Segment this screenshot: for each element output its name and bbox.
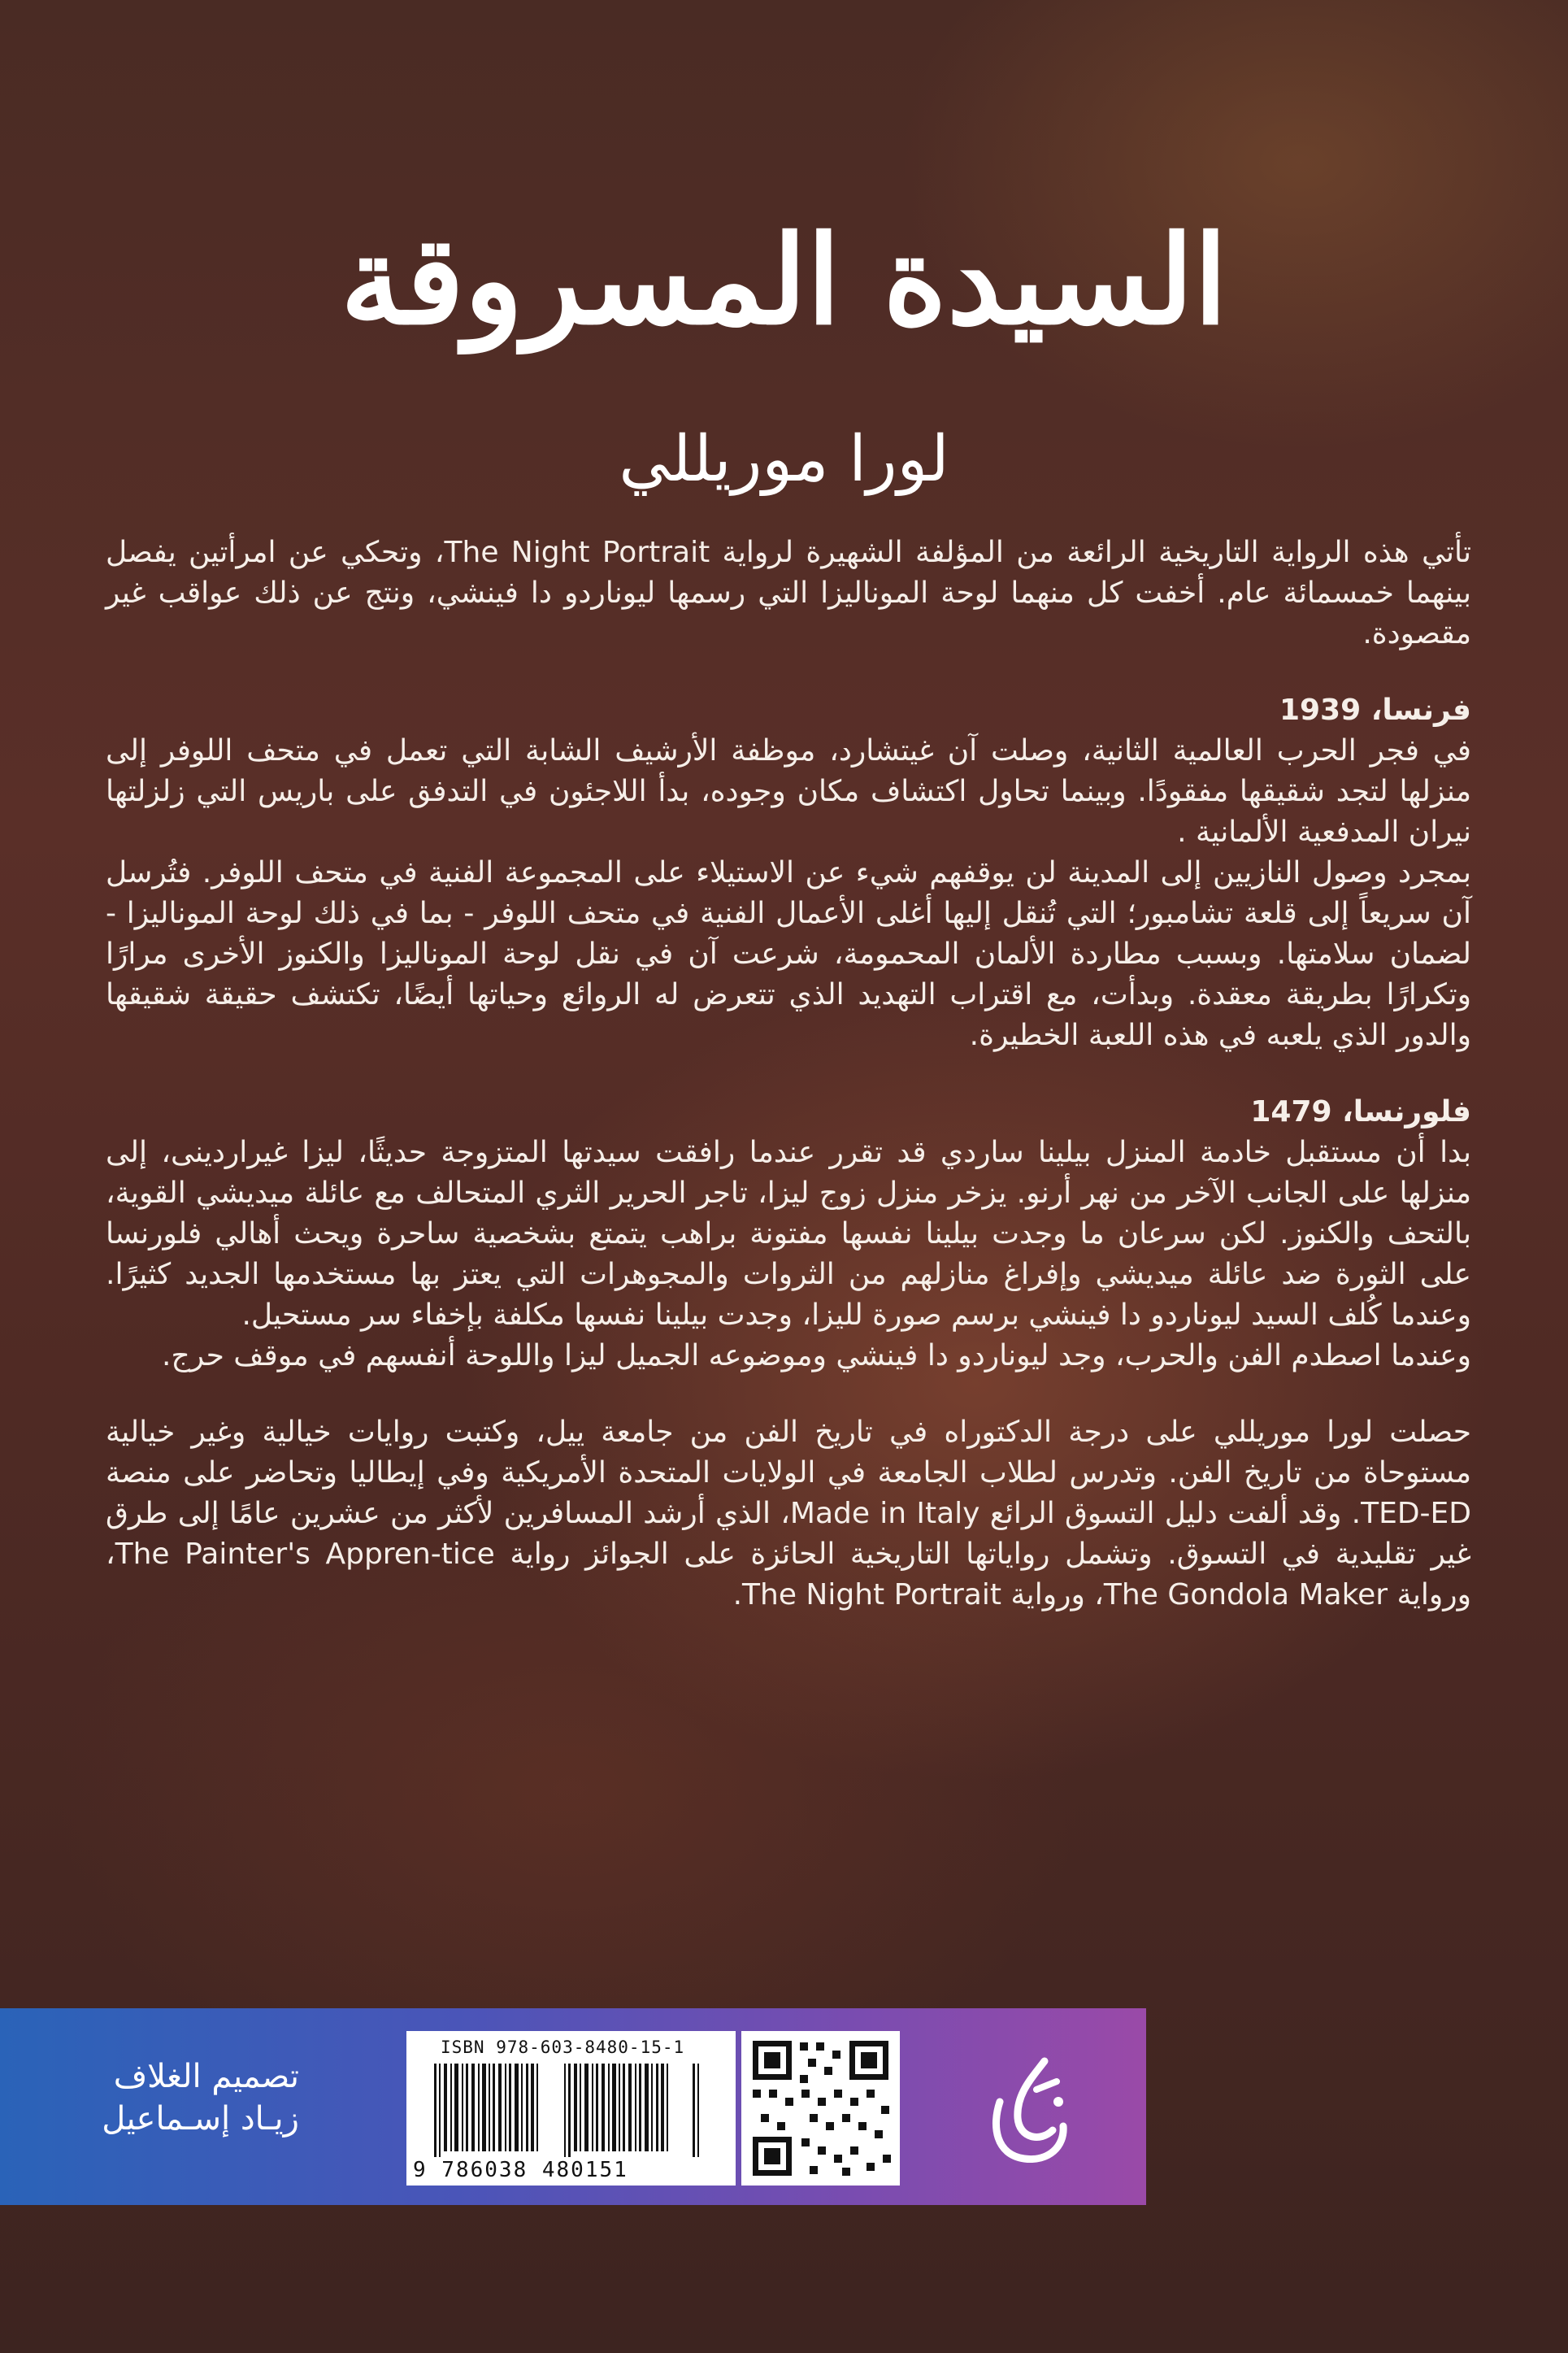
bottom-strip	[0, 2008, 1146, 2205]
publisher-logo-icon	[967, 2045, 1089, 2175]
france-paragraph-2: بمجرد وصول النازيين إلى المدينة لن يوقفهم شيء عن الاستيلاء على المجموعة الفنية في متحف اللوفر. فتُرسل آن سريعاً إلى قلعة تشامبور؛ التي تُنقل إليها أغلى الأعمال الفنية في متحف اللوفر - بما في ذلك لوحة الموناليزا - لضمان سلامتها. وبسبب مطاردة الألمان المحمومة، شرعت آن في نقل لوحة الموناليزا والكنوز الأخرى مرارًا وتكرارًا بطريقة معقدة. وبدأت، مع اقتراب التهديد الذي تتعرض له الروائع وحياتها أيضًا، تكتشف حقيقة شقيقها والدور الذي يلعبه في هذه اللعبة الخطيرة.	[106, 856, 1471, 1052]
back-cover-blurb	[106, 533, 1471, 1616]
book-title: السيدة المسروقة	[340, 209, 1228, 352]
france-paragraph-1: في فجر الحرب العالمية الثانية، وصلت آن غيتشارد، موظفة الأرشيف الشابة التي تعمل في متحف اللوفر إلى منزلها لتجد شقيقها مفقودًا. وبينما تحاول اكتشاف مكان وجوده، بدأ اللاجئون في التدفق على باريس التي زلزلتها نيران المدفعية الألمانية .	[106, 734, 1471, 849]
intro-paragraph: تأتي هذه الرواية التاريخية الرائعة من المؤلفة الشهيرة لرواية The Night Portrait، وتحكي عن امرأتين يفصل بينهما خمسمائة عام. أخفت كل منهما لوحة الموناليزا التي رسمها ليوناردو دا فينشي، ونتج عن ذلك عواقب غير مقصودة.	[106, 536, 1471, 650]
isbn-digits: 9 786038 480151	[413, 2158, 628, 2182]
cover-designer-credit	[31, 2055, 299, 2140]
isbn-barcode	[406, 2031, 736, 2186]
isbn-label: ISBN 978-603-8480-15-1	[441, 2038, 685, 2057]
credit-line-1: تصميم الغلاف	[113, 2058, 299, 2095]
florence-paragraph-2: وعندما اصطدم الفن والحرب، وجد ليوناردو دا فينشي وموضوعه الجميل ليزا واللوحة أنفسهم في موقف حرج.	[162, 1339, 1471, 1372]
author-name: لورا موريللي	[619, 423, 949, 496]
qr-code-icon	[741, 2031, 900, 2186]
about-author-paragraph: حصلت لورا موريللي على درجة الدكتوراه في تاريخ الفن من جامعة ييل، وكتبت روايات خيالية وغير خيالية مستوحاة من تاريخ الفن. وتدرس لطلاب الجامعة في الولايات المتحدة الأمريكية وفي إيطاليا وتحاضر على منصة TED-ED. وقد ألفت دليل التسوق الرائع Made in Italy، الذي أرشد المسافرين لأكثر من عشرين عامًا إلى طرق غير تقليدية في التسوق. وتشمل رواياتها التاريخية الحائزة على الجوائز رواية The Painter's Appren-tice، ورواية The Gondola Maker، ورواية The Night Portrait.	[106, 1416, 1472, 1611]
florence-paragraph-1: بدا أن مستقبل خادمة المنزل بيلينا ساردي قد تقرر عندما رافقت سيدتها المتزوجة حديثًا، ليزا غيراردينى، إلى منزلها على الجانب الآخر من نهر أرنو. يزخر منزل زوج ليزا، تاجر الحرير الثري المتحالف مع عائلة ميديشي القوية، بالتحف والكنوز. لكن سرعان ما وجدت بيلينا نفسها مفتونة براهب يتمتع بشخصية ساحرة ويحث أهالي فلورنسا على الثورة ضد عائلة ميديشي وإفراغ منازلهم من الثروات والمجوهرات التي يعتز بها مستخدمها الجديد كثيرًا. وعندما كُلف السيد ليوناردو دا فينشي برسم صورة لليزا، وجدت بيلينا نفسها مكلفة بإخفاء سر مستحيل.	[106, 1136, 1471, 1332]
section-heading-florence: فلورنسا، 1479	[1250, 1095, 1471, 1129]
section-heading-france: فرنسا، 1939	[1279, 694, 1471, 727]
credit-line-2: زيـاد إسـماعيل	[102, 2100, 299, 2138]
qr-code	[741, 2031, 900, 2186]
cover-credits-panel	[0, 2008, 389, 2205]
publisher-logo	[959, 2041, 1097, 2179]
